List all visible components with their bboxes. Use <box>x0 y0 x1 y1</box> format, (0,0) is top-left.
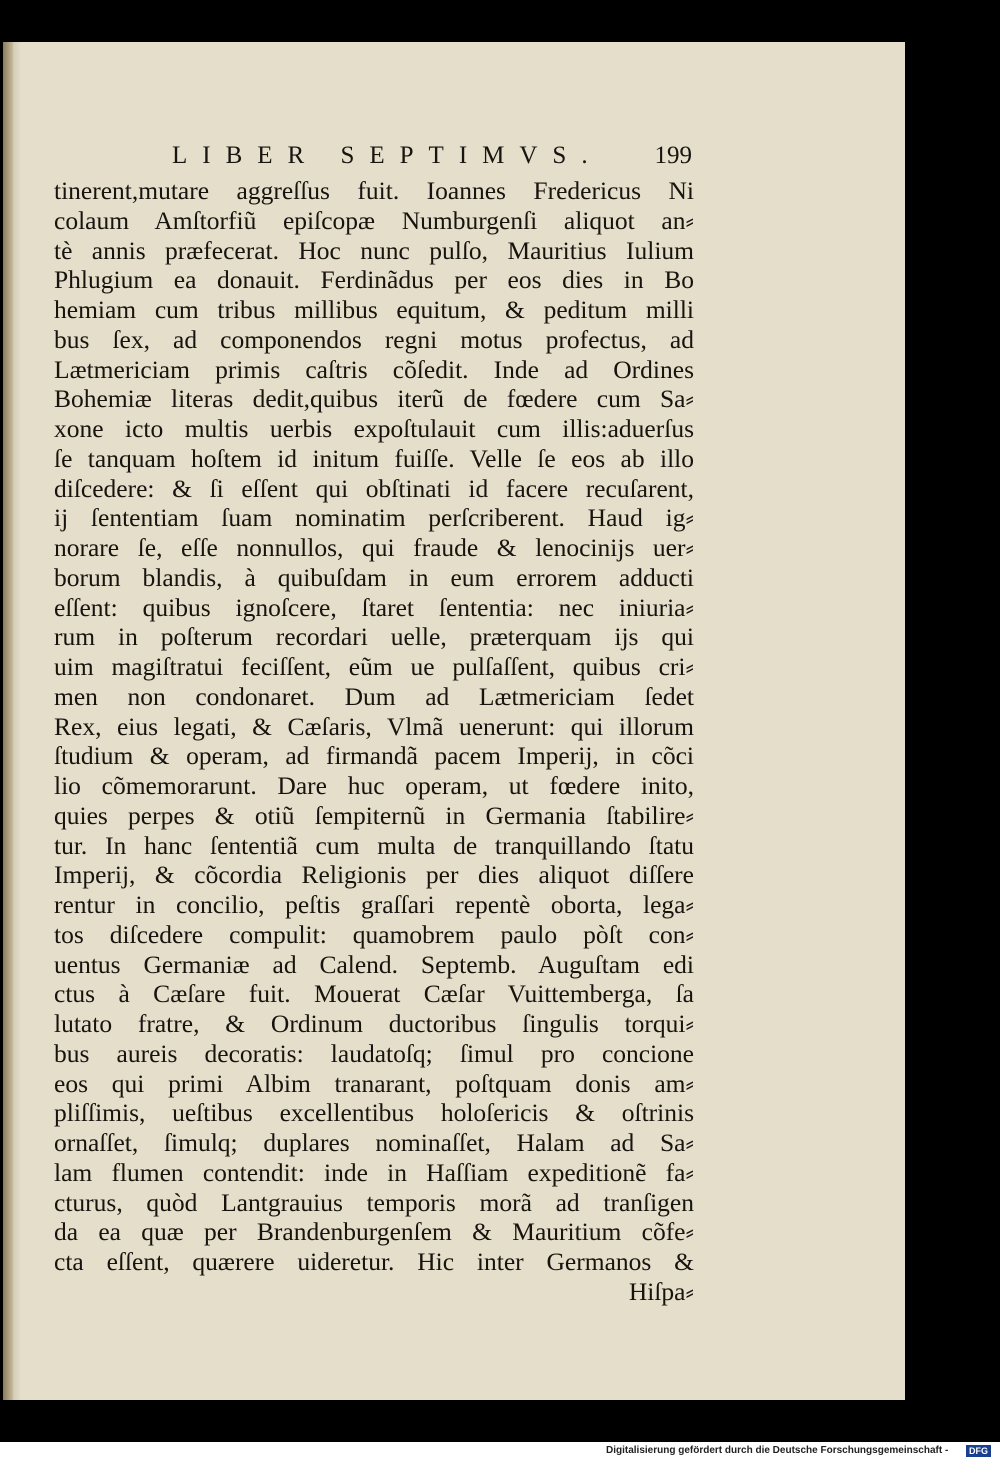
text-line: xone icto multis uerbis expoſtulauit cum illis:aduerſus <box>54 414 694 443</box>
text-line: ornaſſet, ſimulq; duplares nominaſſet, Halam ad Sa⸗ <box>54 1128 694 1157</box>
text-line: men non condonaret. Dum ad Lætmericiam ſedet <box>54 681 694 711</box>
text-line: rentur in concilio, peſtis graſſari repentè oborta, lega⸗ <box>54 890 694 919</box>
text-line: uentus Germaniæ ad Calend. Septemb. Auguſtam edi <box>54 949 694 979</box>
text-line: ſtudium & operam, ad firmandã pacem Imperij, in cõci <box>54 741 694 771</box>
text-line: Lætmericiam primis caſtris cõſedit. Inde ad Ordines <box>54 354 694 384</box>
text-line: Bohemiæ literas dedit,quibus iterũ de fœdere cum Sa⸗ <box>54 384 694 414</box>
page-header <box>172 138 692 174</box>
text-line: norare ſe, eſſe nonnullos, qui fraude & lenocinijs uer⸗ <box>54 533 694 562</box>
running-head: LIBER SEPTIMVS. <box>172 142 603 169</box>
text-line: cturus, quòd Lantgrauius temporis morã ad tranſigen <box>54 1187 694 1217</box>
text-line: eos qui primi Albim tranarant, poſtquam donis am⸗ <box>54 1068 694 1098</box>
text-line: lio cõmemorarunt. Dare huc operam, ut fœdere inito, <box>54 771 694 800</box>
text-line: da ea quæ per Brandenburgenſem & Mauritium cõfe⸗ <box>54 1217 694 1247</box>
text-line: rum in poſterum recordari uelle, præterquam ijs qui <box>54 622 694 652</box>
text-line: tur. In hanc ſententiã cum multa de tranquillando ſtatu <box>54 830 694 860</box>
text-line: tè annis præfecerat. Hoc nunc pulſo, Mauritius Iulium <box>54 235 694 265</box>
text-line: bus ſex, ad componendos regni motus profectus, ad <box>54 324 694 354</box>
text-line: Imperij, & cõcordia Religionis per dies aliquot diſſere <box>54 860 694 890</box>
text-line: colaum Amſtorfiũ epiſcopæ Numburgenſi aliquot an⸗ <box>54 205 694 235</box>
text-line: diſcedere: & ſi eſſent qui obſtinati id facere recuſarent, <box>54 473 694 503</box>
body-text <box>54 176 694 1307</box>
text-line: Hiſpa⸗ <box>628 1276 694 1306</box>
text-line: ij ſententiam ſuam nominatim perſcriberent. Haud ig⸗ <box>54 503 694 533</box>
text-line: Phlugium ea donauit. Ferdinãdus per eos dies in Bo <box>54 265 694 295</box>
text-line: lam flumen contendit: inde in Haſſiam expeditionẽ fa⸗ <box>54 1157 694 1187</box>
text-line: hemiam cum tribus millibus equitum, & peditum milli <box>54 295 694 324</box>
text-line: Rex, eius legati, & Cæſaris, Vlmã uenerunt: qui illorum <box>54 711 694 741</box>
text-line: cta eſſent, quærere uideretur. Hic inter Germanos & <box>54 1247 694 1276</box>
text-line: tinerent,mutare aggreſſus fuit. Ioannes Fredericus Ni <box>54 176 694 205</box>
text-line: pliſſimis, ueſtibus excellentibus holoſericis & oſtrinis <box>54 1098 694 1128</box>
text-line: tos diſcedere compulit: quamobrem paulo pòſt con⸗ <box>54 919 694 949</box>
text-line: borum blandis, à quibuſdam in eum errorem adducti <box>54 562 694 592</box>
text-line: uim magiſtratui feciſſent, eũm ue pulſaſſent, quibus cri⸗ <box>54 652 694 681</box>
dfg-logo: DFG <box>966 1445 991 1457</box>
text-line: ctus à Cæſare fuit. Mouerat Cæſar Vuittemberga, ſa <box>54 979 694 1009</box>
text-line: bus aureis decoratis: laudatoſq; ſimul pro concione <box>54 1038 694 1068</box>
text-line: ſe tanquam hoſtem id initum fuiſſe. Velle ſe eos ab illo <box>54 443 694 473</box>
page-number: 199 <box>654 142 692 169</box>
text-line: lutato fratre, & Ordinum ductoribus ſingulis torqui⸗ <box>54 1009 694 1038</box>
digitization-credit: Digitalisierung gefördert durch die Deutsche Forschungsgemeinschaft - <box>606 1445 949 1456</box>
page-binding-edge <box>3 42 13 1400</box>
text-line: eſſent: quibus ignoſcere, ſtaret ſententia: nec iniuria⸗ <box>54 592 694 622</box>
text-line: quies perpes & otiũ ſempiternũ in Germania ſtabilire⸗ <box>54 800 694 830</box>
